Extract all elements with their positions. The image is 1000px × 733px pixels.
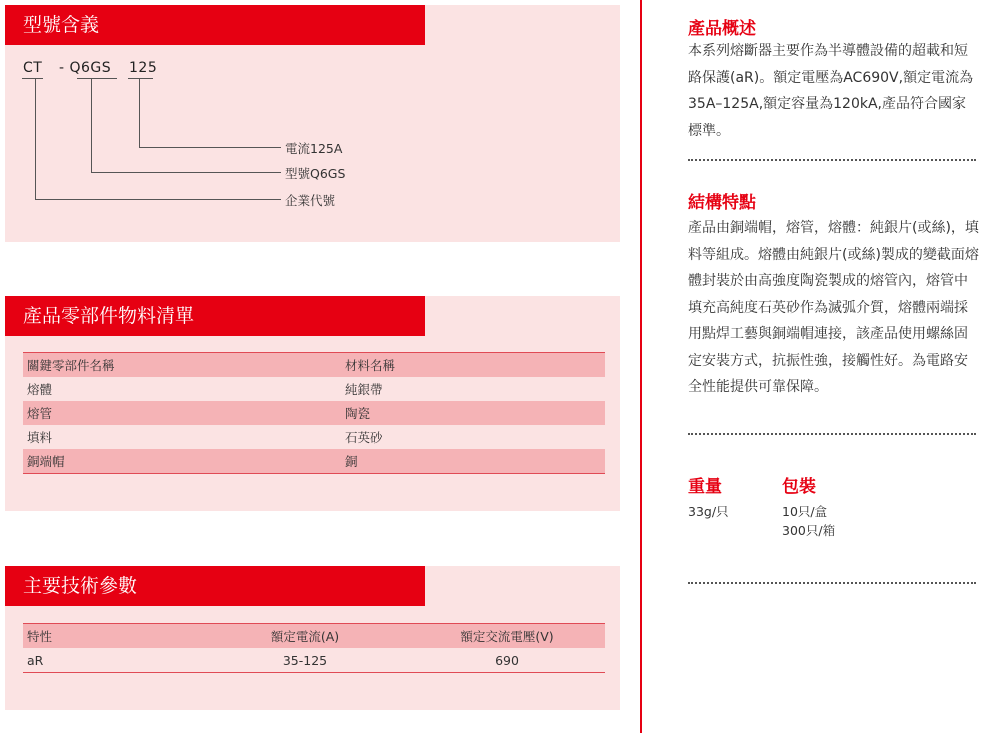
bom-header: 產品零部件物料清單 bbox=[5, 296, 425, 336]
specs-cell: 690 bbox=[409, 648, 605, 673]
packing-title: 包裝 bbox=[782, 477, 816, 497]
specs-col: 特性 bbox=[23, 624, 201, 649]
underline-q6gs bbox=[77, 78, 117, 79]
bom-cell: 填料 bbox=[23, 425, 341, 449]
table-row bbox=[23, 401, 605, 425]
packing-line2: 300只/箱 bbox=[782, 523, 836, 538]
specs-col: 額定電流(A) bbox=[201, 624, 409, 649]
model-panel bbox=[5, 5, 620, 242]
leader-125-h bbox=[139, 147, 281, 148]
table-row bbox=[23, 425, 605, 449]
bom-cell: 熔體 bbox=[23, 377, 341, 401]
dotted-divider bbox=[688, 159, 976, 161]
underline-ct bbox=[22, 78, 43, 79]
structure-text: 產品由銅端帽，熔管，熔體：純銀片(或絲)，填料等組成。熔體由純銀片(或絲)製成的變截面熔體封裝於由高強度陶瓷製成的熔管內，熔管中填充高純度石英砂作為滅弧介質，熔體兩端採用點焊工藝與銅端帽連接，該產品使用螺絲固定安裝方式，抗振性強，接觸性好。為電路安全性能提供可靠保障。 bbox=[688, 220, 979, 395]
bom-cell: 純銀帶 bbox=[341, 377, 605, 401]
dotted-divider bbox=[688, 433, 976, 435]
specs-cell: aR bbox=[23, 648, 201, 673]
weight-value: 33g/只 bbox=[688, 504, 729, 519]
bom-panel bbox=[5, 296, 620, 511]
model-header: 型號含義 bbox=[5, 5, 425, 45]
leader-ct-v bbox=[35, 78, 36, 199]
dotted-divider bbox=[688, 582, 976, 584]
table-row bbox=[23, 377, 605, 401]
code-ct: CT bbox=[23, 60, 43, 76]
specs-table bbox=[23, 623, 605, 673]
bom-cell: 材料名稱 bbox=[341, 353, 605, 378]
bom-table bbox=[23, 352, 605, 474]
table-row bbox=[23, 648, 605, 673]
bom-cell: 熔管 bbox=[23, 401, 341, 425]
bom-cell: 陶瓷 bbox=[341, 401, 605, 425]
overview-title: 產品概述 bbox=[688, 19, 756, 39]
code-125: 125 bbox=[129, 60, 158, 76]
label-current: 電流125A bbox=[285, 141, 343, 156]
weight-title: 重量 bbox=[688, 477, 722, 497]
leader-125-v bbox=[139, 78, 140, 147]
underline-125 bbox=[128, 78, 153, 79]
table-row bbox=[23, 353, 605, 378]
leader-ct-h bbox=[35, 199, 281, 200]
label-company: 企業代號 bbox=[285, 193, 336, 208]
code-q6gs: - Q6GS bbox=[59, 60, 112, 76]
table-row bbox=[23, 624, 605, 649]
column-divider bbox=[640, 0, 642, 733]
specs-col: 額定交流電壓(V) bbox=[409, 624, 605, 649]
specs-header: 主要技術參數 bbox=[5, 566, 425, 606]
bom-cell: 銅端帽 bbox=[23, 449, 341, 474]
overview-text: 本系列熔斷器主要作為半導體設備的超載和短路保護(aR)。額定電壓為AC690V,額定電流為35A–125A,額定容量為120kA,產品符合國家標準。 bbox=[688, 43, 974, 139]
leader-q6gs-v bbox=[91, 78, 92, 172]
specs-panel bbox=[5, 566, 620, 710]
packing-line1: 10只/盒 bbox=[782, 504, 828, 519]
bom-cell: 銅 bbox=[341, 449, 605, 474]
table-row bbox=[23, 449, 605, 474]
leader-q6gs-h bbox=[91, 172, 281, 173]
bom-cell: 石英砂 bbox=[341, 425, 605, 449]
specs-cell: 35-125 bbox=[201, 648, 409, 673]
label-model: 型號Q6GS bbox=[285, 166, 346, 181]
bom-cell: 關鍵零部件名稱 bbox=[23, 353, 341, 378]
structure-title: 結構特點 bbox=[688, 193, 756, 213]
